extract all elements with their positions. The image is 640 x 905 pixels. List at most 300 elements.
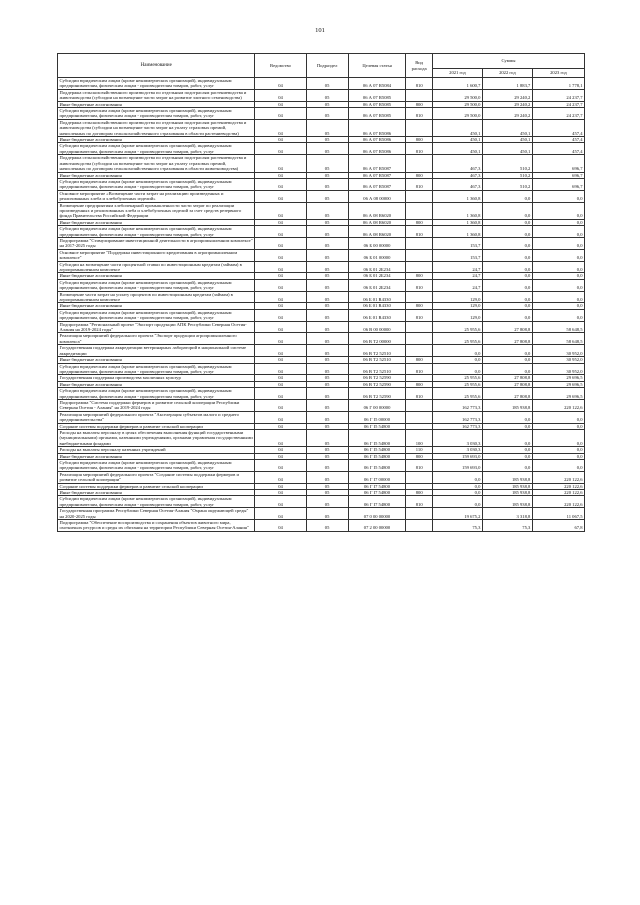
cell-ministry: 04	[255, 291, 306, 303]
cell-subsection: 05	[306, 357, 348, 363]
cell-name: Возмещение предприятиям хлебопекарной промышленности части затрат по реализации произведенных и реализованных хлеба и хлебобулочных изделий за счет средств резервного фонда Правительства Российской Федерации	[58, 202, 255, 219]
cell-expense-type	[406, 411, 433, 423]
cell-ministry: 04	[255, 508, 306, 520]
cell-name: Реализация мероприятий федерального проекта "Экспорт продукции агропромышленного комплекса"	[58, 333, 255, 345]
cell-2022: 0,0	[482, 447, 532, 453]
header-sums: Суммы	[432, 54, 584, 69]
cell-expense-type	[406, 202, 433, 219]
cell-2022: 0,0	[482, 357, 532, 363]
cell-2022: 185 938,8	[482, 496, 532, 508]
cell-subsection: 05	[306, 279, 348, 291]
cell-ministry: 04	[255, 143, 306, 155]
cell-target-article: 06 Б 01 00000	[348, 249, 406, 261]
table-row	[58, 345, 585, 357]
cell-2021: 24,7	[432, 261, 482, 273]
cell-expense-type: 800	[406, 172, 433, 178]
cell-expense-type: 810	[406, 279, 433, 291]
cell-2022: 510,2	[482, 172, 532, 178]
table-row	[58, 143, 585, 155]
cell-2022: 0,0	[482, 460, 532, 472]
cell-2022: 29 240,2	[482, 108, 532, 120]
table-row	[58, 291, 585, 303]
cell-target-article: 06 А 07 R5087	[348, 178, 406, 190]
cell-target-article: 06 А 07 R5084	[348, 78, 406, 90]
cell-target-article: 06 В Т2 52590	[348, 375, 406, 381]
cell-2023: 220 122,6	[532, 483, 584, 489]
cell-2023: 0,0	[532, 423, 584, 429]
cell-2021: 129,0	[432, 291, 482, 303]
cell-expense-type	[406, 119, 433, 136]
cell-target-article: 06 Г I5 00000	[348, 411, 406, 423]
cell-2023: 24 237,7	[532, 101, 584, 107]
cell-2023: 30 952,0	[532, 363, 584, 375]
cell-ministry: 04	[255, 520, 306, 532]
table-row	[58, 279, 585, 291]
cell-name: Поддержка сельскохозяйственного производства по отдельным подотраслям растениеводства и животноводства (субсидии на возмещение части затрат на уплату страховых премий, начисленных по договорам сельскохозяйственного страхования в области животноводства)	[58, 155, 255, 172]
cell-2022: 27 808,8	[482, 333, 532, 345]
cell-2023: 29 696,5	[532, 381, 584, 387]
cell-2022: 0,0	[482, 411, 532, 423]
cell-ministry: 04	[255, 388, 306, 400]
cell-2022: 0,0	[482, 273, 532, 279]
cell-2022: 27 808,8	[482, 381, 532, 387]
cell-2022: 0,0	[482, 453, 532, 459]
table-row	[58, 520, 585, 532]
cell-2021: 1 600,7	[432, 78, 482, 90]
cell-ministry: 04	[255, 119, 306, 136]
cell-2023: 1 778,1	[532, 78, 584, 90]
cell-name: Возмещение части затрат на уплату процентов по инвестиционным кредитам (займам) в агропромышленном комплексе	[58, 291, 255, 303]
table-row	[58, 460, 585, 472]
cell-name: Субсидии юридическим лицам (кроме некоммерческих организаций), индивидуальным предпринимателям, физическим лицам - производителям товаров, работ, услуг	[58, 78, 255, 90]
cell-name: Иные бюджетные ассигнования	[58, 219, 255, 225]
cell-expense-type: 810	[406, 108, 433, 120]
cell-target-article: 06 Г I7 54800	[348, 490, 406, 496]
cell-ministry: 04	[255, 399, 306, 411]
cell-2021: 29 500,0	[432, 89, 482, 101]
cell-subsection: 05	[306, 119, 348, 136]
cell-expense-type: 100	[406, 429, 433, 446]
cell-name: Субсидии юридическим лицам (кроме некоммерческих организаций), индивидуальным предпринимателям, физическим лицам - производителям товаров, работ, услуг	[58, 279, 255, 291]
cell-ministry: 04	[255, 460, 306, 472]
cell-target-article: 06 В Т2 52510	[348, 363, 406, 375]
cell-ministry: 04	[255, 411, 306, 423]
table-body	[58, 78, 585, 532]
table-row	[58, 411, 585, 423]
cell-2022: 185 938,8	[482, 490, 532, 496]
cell-2021: 1 360,8	[432, 202, 482, 219]
cell-expense-type: 800	[406, 381, 433, 387]
table-row	[58, 108, 585, 120]
cell-subsection: 05	[306, 460, 348, 472]
cell-target-article: 06 А 08 00000	[348, 190, 406, 202]
cell-subsection: 05	[306, 178, 348, 190]
cell-expense-type: 810	[406, 78, 433, 90]
cell-2023: 0,0	[532, 309, 584, 321]
cell-ministry: 04	[255, 108, 306, 120]
cell-name: Основное мероприятие "Поддержка инвестиционного кредитования в агропромышленном комплексе"	[58, 249, 255, 261]
cell-expense-type: 800	[406, 101, 433, 107]
cell-2023: 0,0	[532, 303, 584, 309]
cell-subsection: 05	[306, 202, 348, 219]
cell-target-article: 06 А 07 R5085	[348, 89, 406, 101]
cell-name: Субсидии юридическим лицам (кроме некоммерческих организаций), индивидуальным предпринимателям, физическим лицам - производителям товаров, работ, услуг	[58, 309, 255, 321]
cell-target-article: 06 Г I5 54800	[348, 453, 406, 459]
cell-expense-type	[406, 508, 433, 520]
cell-2022: 0,0	[482, 226, 532, 238]
cell-2021: 25 955,6	[432, 381, 482, 387]
cell-2022: 0,0	[482, 190, 532, 202]
cell-2022: 27 808,8	[482, 388, 532, 400]
cell-target-article: 06 Г I5 54800	[348, 460, 406, 472]
header-year-2023: 2023 год	[532, 69, 584, 78]
cell-ministry: 04	[255, 279, 306, 291]
cell-2023: 696,7	[532, 155, 584, 172]
cell-expense-type: 810	[406, 178, 433, 190]
cell-target-article: 06 А 07 R5087	[348, 172, 406, 178]
cell-name: Иные бюджетные ассигнования	[58, 357, 255, 363]
cell-name: Подпрограмма "Региональный проект "Экспорт продукции АПК Республики Северная Осетия-Алания на 2019-2024 годы"	[58, 321, 255, 333]
cell-name: Основное мероприятие «Возмещение части затрат на реализацию произведенных и реализованных хлеба и хлебобулочных изделий»	[58, 190, 255, 202]
cell-subsection: 05	[306, 249, 348, 261]
cell-ministry: 04	[255, 101, 306, 107]
cell-name: Иные бюджетные ассигнования	[58, 490, 255, 496]
budget-table	[57, 53, 585, 532]
cell-ministry: 04	[255, 423, 306, 429]
cell-subsection: 05	[306, 508, 348, 520]
cell-2023: 0,0	[532, 273, 584, 279]
cell-2022: 0,0	[482, 279, 532, 291]
cell-subsection: 05	[306, 388, 348, 400]
cell-2022: 0,0	[482, 261, 532, 273]
table-row	[58, 333, 585, 345]
cell-2021: 1 360,8	[432, 190, 482, 202]
cell-expense-type: 810	[406, 309, 433, 321]
table-row	[58, 178, 585, 190]
cell-target-article: 06 А 08 R6020	[348, 219, 406, 225]
cell-ministry: 04	[255, 261, 306, 273]
cell-expense-type: 800	[406, 273, 433, 279]
cell-name: Иные бюджетные ассигнования	[58, 273, 255, 279]
cell-subsection: 05	[306, 219, 348, 225]
cell-2022: 510,2	[482, 155, 532, 172]
cell-2023: 0,0	[532, 261, 584, 273]
cell-name: Субсидии юридическим лицам (кроме некоммерческих организаций), индивидуальным предпринимателям, физическим лицам - производителям товаров, работ, услуг	[58, 178, 255, 190]
cell-target-article: 06 В Т2 52590	[348, 381, 406, 387]
cell-subsection: 05	[306, 261, 348, 273]
cell-2021: 29 500,0	[432, 101, 482, 107]
cell-ministry: 04	[255, 226, 306, 238]
cell-2023: 0,0	[532, 411, 584, 423]
cell-ministry: 04	[255, 321, 306, 333]
cell-ministry: 04	[255, 375, 306, 381]
cell-target-article: 06 Б 01 R4330	[348, 303, 406, 309]
table-row	[58, 471, 585, 483]
cell-subsection: 05	[306, 78, 348, 90]
cell-2021: 129,0	[432, 309, 482, 321]
cell-subsection: 05	[306, 155, 348, 172]
cell-name: Иные бюджетные ассигнования	[58, 101, 255, 107]
cell-name: Государственная программа Республики Северная Осетия-Алания "Охрана окружающей среды" на 2020-2025 годы	[58, 508, 255, 520]
cell-name: Субсидии юридическим лицам (кроме некоммерческих организаций), индивидуальным предпринимателям, физическим лицам - производителям товаров, работ, услуг	[58, 460, 255, 472]
cell-subsection: 05	[306, 137, 348, 143]
cell-expense-type	[406, 261, 433, 273]
cell-expense-type	[406, 291, 433, 303]
cell-2021: 0,0	[432, 490, 482, 496]
cell-2021: 162 773,3	[432, 399, 482, 411]
cell-expense-type	[406, 471, 433, 483]
cell-2021: 29 500,0	[432, 108, 482, 120]
table-row	[58, 155, 585, 172]
cell-subsection: 05	[306, 429, 348, 446]
cell-subsection: 05	[306, 101, 348, 107]
cell-subsection: 05	[306, 172, 348, 178]
cell-ministry: 04	[255, 496, 306, 508]
cell-2022: 0,0	[482, 237, 532, 249]
cell-ministry: 04	[255, 273, 306, 279]
table-row	[58, 261, 585, 273]
cell-expense-type: 800	[406, 303, 433, 309]
cell-2021: 75,3	[432, 520, 482, 532]
cell-2023: 29 696,5	[532, 388, 584, 400]
cell-2021: 0,0	[432, 496, 482, 508]
cell-subsection: 05	[306, 399, 348, 411]
cell-ministry: 04	[255, 190, 306, 202]
cell-2021: 159 693,0	[432, 460, 482, 472]
cell-target-article: 06 А 07 R5087	[348, 155, 406, 172]
cell-name: Субсидии юридическим лицам (кроме некоммерческих организаций), индивидуальным предпринимателям, физическим лицам - производителям товаров, работ, услуг	[58, 496, 255, 508]
cell-expense-type: 810	[406, 460, 433, 472]
cell-target-article: 06 В Т2 52590	[348, 388, 406, 400]
cell-subsection: 05	[306, 321, 348, 333]
cell-name: Подпрограмма "Обеспечение воспроизводства и сохранения объектов животного мира, охотничьих ресурсов и среды их обитания на территории Республики Северная Осетия-Алания"	[58, 520, 255, 532]
cell-expense-type: 800	[406, 490, 433, 496]
cell-subsection: 05	[306, 423, 348, 429]
cell-expense-type	[406, 89, 433, 101]
cell-name: Поддержка сельскохозяйственного производства по отдельным подотраслям растениеводства и животноводства (субсидии на возмещение части затрат на уплату страховых премий, начисленных по договорам сельскохозяйственного страхования в области растениеводства)	[58, 119, 255, 136]
cell-name: Субсидии на возмещение части процентной ставки по инвестиционным кредитам (займам) в агропромышленном комплексе	[58, 261, 255, 273]
cell-ministry: 04	[255, 303, 306, 309]
cell-2021: 19 675,2	[432, 508, 482, 520]
header-subsection: Подраздел	[306, 54, 348, 78]
table-row	[58, 321, 585, 333]
cell-ministry: 04	[255, 309, 306, 321]
cell-2023: 696,7	[532, 172, 584, 178]
cell-2021: 0,0	[432, 483, 482, 489]
cell-2022: 0,0	[482, 363, 532, 375]
header-year-2022: 2022 год	[482, 69, 532, 78]
cell-2023: 11 067,5	[532, 508, 584, 520]
cell-ministry: 04	[255, 237, 306, 249]
cell-2022: 75,3	[482, 520, 532, 532]
cell-target-article: 06 Г I5 54800	[348, 423, 406, 429]
header-name: Наименование	[58, 54, 255, 78]
cell-2022: 0,0	[482, 291, 532, 303]
cell-target-article: 06 А 08 R6020	[348, 226, 406, 238]
table-row	[58, 202, 585, 219]
cell-2021: 0,0	[432, 345, 482, 357]
cell-target-article: 06 Б 01 R4330	[348, 309, 406, 321]
cell-2021: 159 693,0	[432, 453, 482, 459]
cell-2023: 0,0	[532, 249, 584, 261]
cell-2022: 0,0	[482, 429, 532, 446]
cell-2022: 1 883,7	[482, 78, 532, 90]
cell-2022: 185 938,8	[482, 399, 532, 411]
cell-2022: 0,0	[482, 219, 532, 225]
cell-2022: 0,0	[482, 309, 532, 321]
cell-2021: 0,0	[432, 363, 482, 375]
cell-2023: 0,0	[532, 453, 584, 459]
cell-subsection: 05	[306, 309, 348, 321]
cell-name: Иные бюджетные ассигнования	[58, 137, 255, 143]
cell-2023: 220 122,6	[532, 490, 584, 496]
cell-2022: 450,1	[482, 137, 532, 143]
cell-2022: 27 808,8	[482, 321, 532, 333]
cell-target-article: 06 А 07 R5086	[348, 137, 406, 143]
cell-name: Реализация мероприятий федерального проекта "Акселерация субъектов малого и среднего предпринимательства"	[58, 411, 255, 423]
table-row	[58, 399, 585, 411]
cell-subsection: 05	[306, 490, 348, 496]
table-row	[58, 363, 585, 375]
cell-target-article: 06 А 07 R5085	[348, 101, 406, 107]
cell-2023: 220 122,6	[532, 471, 584, 483]
cell-2023: 30 952,0	[532, 357, 584, 363]
cell-2023: 58 648,5	[532, 321, 584, 333]
cell-ministry: 04	[255, 137, 306, 143]
cell-2021: 25 955,6	[432, 321, 482, 333]
cell-2022: 29 240,2	[482, 101, 532, 107]
cell-2023: 67,8	[532, 520, 584, 532]
cell-2022: 0,0	[482, 423, 532, 429]
cell-2023: 220 122,6	[532, 496, 584, 508]
cell-2021: 450,1	[432, 143, 482, 155]
cell-ministry: 04	[255, 345, 306, 357]
cell-ministry: 04	[255, 429, 306, 446]
cell-2021: 162 773,3	[432, 423, 482, 429]
cell-2021: 3 030,3	[432, 429, 482, 446]
cell-subsection: 05	[306, 273, 348, 279]
cell-name: Реализация мероприятий федерального проекта "Создание системы поддержки фермеров и развитие сельской кооперации"	[58, 471, 255, 483]
cell-subsection: 05	[306, 471, 348, 483]
cell-2023: 0,0	[532, 237, 584, 249]
cell-target-article: 06 А 08 R6020	[348, 202, 406, 219]
cell-target-article: 06 Б 01 2Б234	[348, 279, 406, 291]
cell-2023: 457,4	[532, 137, 584, 143]
cell-target-article: 06 Г I7 54800	[348, 483, 406, 489]
page-number: 101	[315, 27, 325, 34]
cell-name: Субсидии юридическим лицам (кроме некоммерческих организаций), индивидуальным предпринимателям, физическим лицам - производителям товаров, работ, услуг	[58, 226, 255, 238]
cell-ministry: 04	[255, 249, 306, 261]
table-row	[58, 508, 585, 520]
cell-target-article: 06 Г I5 54800	[348, 429, 406, 446]
cell-ministry: 04	[255, 172, 306, 178]
cell-subsection: 05	[306, 411, 348, 423]
cell-2023: 24 237,7	[532, 89, 584, 101]
cell-ministry: 04	[255, 483, 306, 489]
cell-2023: 0,0	[532, 190, 584, 202]
cell-2021: 25 955,6	[432, 375, 482, 381]
cell-ministry: 04	[255, 471, 306, 483]
cell-2022: 0,0	[482, 249, 532, 261]
cell-2022: 510,2	[482, 178, 532, 190]
cell-2023: 0,0	[532, 279, 584, 291]
cell-expense-type	[406, 237, 433, 249]
cell-2023: 0,0	[532, 226, 584, 238]
cell-subsection: 05	[306, 447, 348, 453]
cell-target-article: 06 Б 00 00000	[348, 237, 406, 249]
cell-name: Иные бюджетные ассигнования	[58, 381, 255, 387]
cell-target-article: 06 Б 01 2Б234	[348, 261, 406, 273]
cell-name: Иные бюджетные ассигнования	[58, 303, 255, 309]
cell-2021: 162 773,3	[432, 411, 482, 423]
cell-target-article: 07 0 00 00000	[348, 508, 406, 520]
cell-target-article: 06 Б 01 2Б234	[348, 273, 406, 279]
cell-expense-type	[406, 321, 433, 333]
cell-2022: 0,0	[482, 202, 532, 219]
cell-target-article: 06 В Т2 52510	[348, 345, 406, 357]
cell-expense-type	[406, 333, 433, 345]
cell-name: Иные бюджетные ассигнования	[58, 172, 255, 178]
cell-ministry: 04	[255, 381, 306, 387]
cell-subsection: 05	[306, 345, 348, 357]
cell-expense-type	[406, 155, 433, 172]
header-year-2021: 2021 год	[432, 69, 482, 78]
cell-target-article: 06 А 07 R5086	[348, 143, 406, 155]
cell-target-article: 06 А 07 R5085	[348, 108, 406, 120]
cell-2022: 27 808,8	[482, 375, 532, 381]
cell-expense-type: 810	[406, 363, 433, 375]
cell-2021: 25 955,6	[432, 388, 482, 400]
cell-2023: 0,0	[532, 291, 584, 303]
table-row	[58, 429, 585, 446]
cell-expense-type	[406, 399, 433, 411]
cell-subsection: 05	[306, 108, 348, 120]
cell-2021: 1 360,8	[432, 226, 482, 238]
cell-ministry: 04	[255, 178, 306, 190]
cell-expense-type: 800	[406, 219, 433, 225]
table-row	[58, 388, 585, 400]
cell-expense-type: 810	[406, 143, 433, 155]
table-row	[58, 119, 585, 136]
cell-name: Подпрограмма "Система поддержки фермеров и развитие сельской кооперации Республики Северная Осетия - Алания" на 2019-2024 годы	[58, 399, 255, 411]
table-row	[58, 78, 585, 90]
cell-2023: 0,0	[532, 202, 584, 219]
cell-2021: 0,0	[432, 471, 482, 483]
cell-subsection: 05	[306, 226, 348, 238]
cell-2021: 450,1	[432, 137, 482, 143]
cell-name: Подпрограмма "Стимулирование инвестиционной деятельности в агропромышленном комплексе" на 2017-2025 годы	[58, 237, 255, 249]
cell-target-article: 06 В 00 00000	[348, 321, 406, 333]
cell-target-article: 06 Б 01 R4330	[348, 291, 406, 303]
cell-2021: 153,7	[432, 237, 482, 249]
cell-2021: 24,7	[432, 273, 482, 279]
cell-name: Субсидии юридическим лицам (кроме некоммерческих организаций), индивидуальным предпринимателям, физическим лицам - производителям товаров, работ, услуг	[58, 388, 255, 400]
cell-target-article: 06 А 07 R5086	[348, 119, 406, 136]
cell-expense-type: 800	[406, 137, 433, 143]
cell-target-article: 06 Г I7 00000	[348, 471, 406, 483]
cell-subsection: 05	[306, 381, 348, 387]
cell-2021: 467,3	[432, 172, 482, 178]
cell-subsection: 05	[306, 496, 348, 508]
cell-2023: 220 122,6	[532, 399, 584, 411]
cell-name: Субсидии юридическим лицам (кроме некоммерческих организаций), индивидуальным предпринимателям, физическим лицам - производителям товаров, работ, услуг	[58, 143, 255, 155]
cell-2021: 0,0	[432, 357, 482, 363]
cell-2022: 185 938,8	[482, 471, 532, 483]
cell-ministry: 04	[255, 363, 306, 375]
cell-2023: 30 952,0	[532, 345, 584, 357]
cell-subsection: 05	[306, 190, 348, 202]
cell-subsection: 05	[306, 291, 348, 303]
